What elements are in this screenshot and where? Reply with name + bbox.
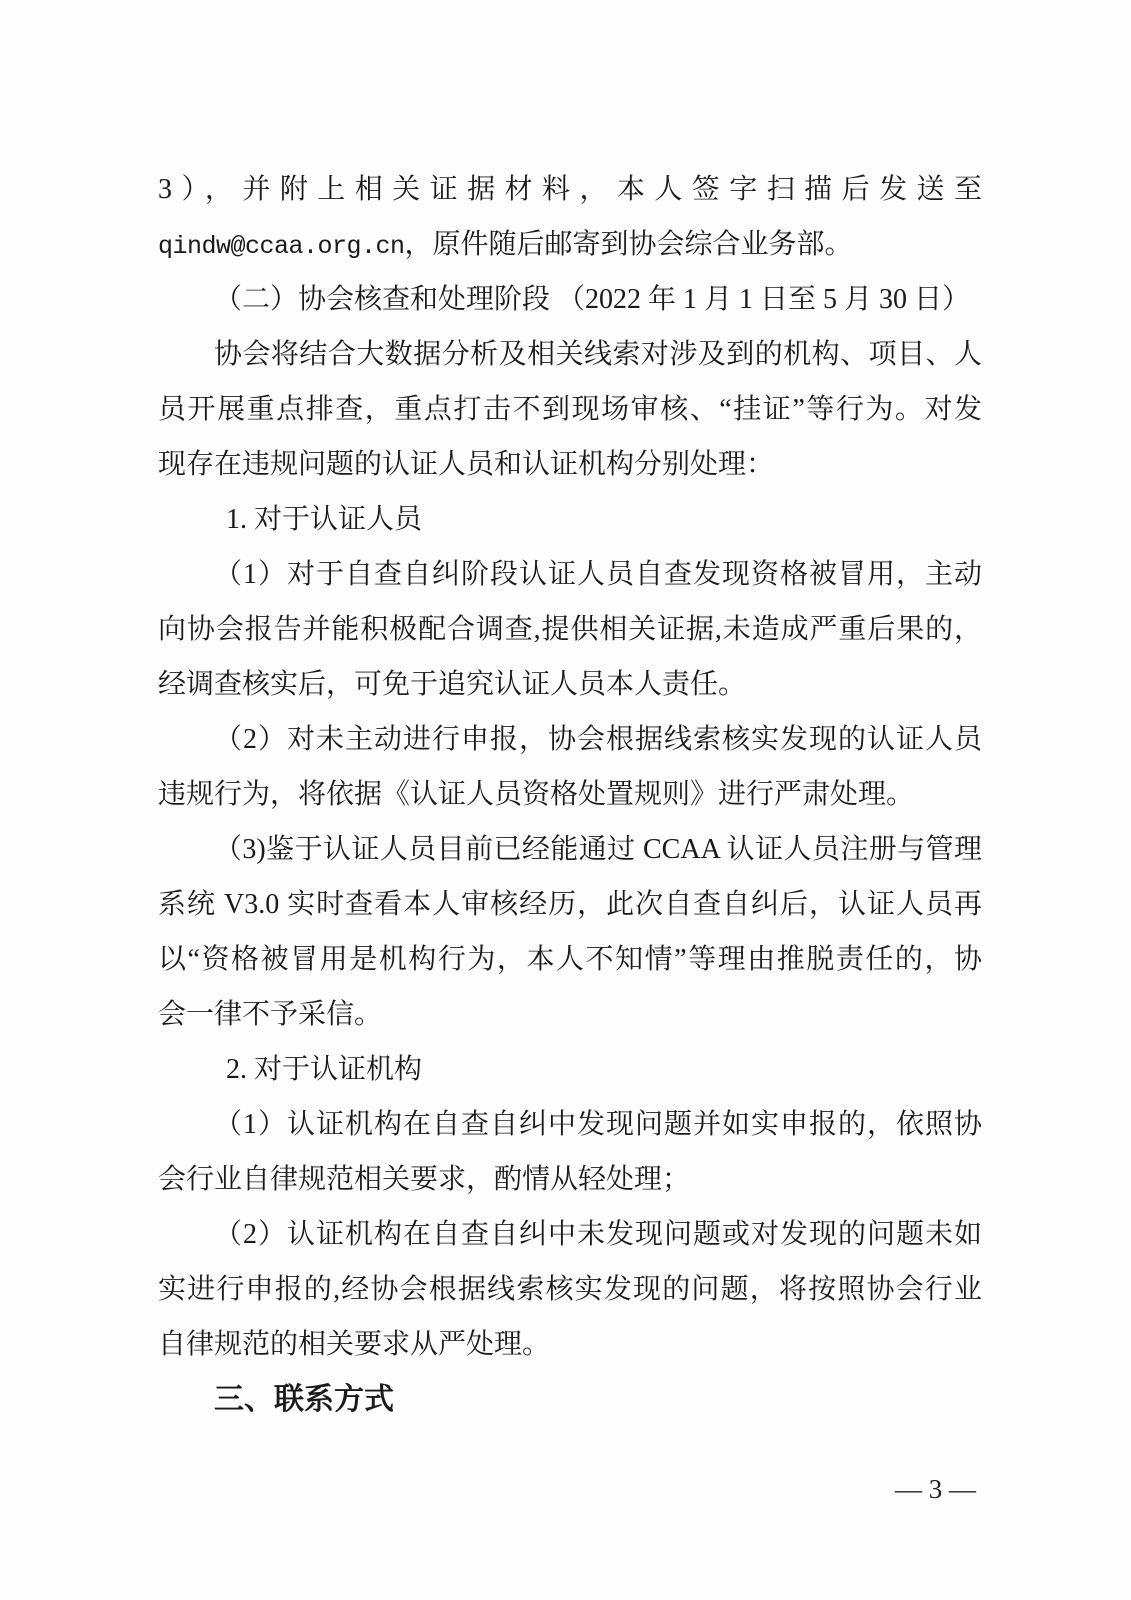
item-heading-1: 1. 对于认证人员 — [226, 504, 423, 535]
paragraph-text: ，原件随后邮寄到协会综合业务部。 — [404, 229, 853, 260]
document-body — [158, 162, 982, 1427]
paragraph-line: 经调查核实后，可免于追究认证人员本人责任。 — [158, 669, 747, 700]
paragraph-line: 违规行为，将依据《认证人员资格处置规则》进行严肃处理。 — [158, 779, 915, 810]
paragraph-line: （1）认证机构在自查自纠中发现问题并如实申报的，依照协 — [214, 1109, 982, 1140]
paragraph-line — [158, 217, 982, 272]
paragraph-line: 向协会报告并能积极配合调查,提供相关证据,未造成严重后果的， — [158, 614, 982, 645]
paragraph-line: 会一律不予采信。 — [158, 999, 383, 1030]
paragraph-line: （2）认证机构在自查自纠中未发现问题或对发现的问题未如 — [214, 1219, 982, 1250]
paragraph-line: 会行业自律规范相关要求，酌情从轻处理； — [158, 1164, 691, 1195]
paragraph-line: （3)鉴于认证人员目前已经能通过 CCAA 认证人员注册与管理 — [214, 834, 982, 865]
email-address: qindw@ccaa.org.cn — [158, 232, 405, 261]
paragraph-line: 自律规范的相关要求从严处理。 — [158, 1329, 551, 1360]
contact-section-heading: 三、联系方式 — [214, 1383, 394, 1416]
paragraph-line: 员开展重点排查，重点打击不到现场审核、“挂证”等行为。对发 — [158, 394, 982, 425]
item-heading-2: 2. 对于认证机构 — [226, 1054, 423, 1085]
section-heading-2: （二）协会核查和处理阶段 （2022 年 1 月 1 日至 5 月 30 日） — [214, 284, 971, 315]
paragraph-line: 系统 V3.0 实时查看本人审核经历，此次自查自纠后，认证人员再 — [158, 889, 982, 920]
paragraph-line: （2）对未主动进行申报，协会根据线索核实发现的认证人员 — [214, 724, 982, 755]
paragraph-line: （1）对于自查自纠阶段认证人员自查发现资格被冒用，主动 — [214, 559, 982, 590]
page-number: — 3 — — [895, 1474, 976, 1504]
paragraph-line: 实进行申报的,经协会根据线索核实发现的问题，将按照协会行业 — [158, 1274, 982, 1305]
paragraph-line: 以“资格被冒用是机构行为，本人不知情”等理由推脱责任的，协 — [158, 944, 982, 975]
paragraph-line: 现存在违规问题的认证人员和认证机构分别处理： — [158, 449, 775, 480]
paragraph-line: 协会将结合大数据分析及相关线索对涉及到的机构、项目、人 — [214, 339, 982, 370]
paragraph-line: 3），并附上相关证据材料，本人签字扫描后发送至 — [158, 174, 982, 205]
